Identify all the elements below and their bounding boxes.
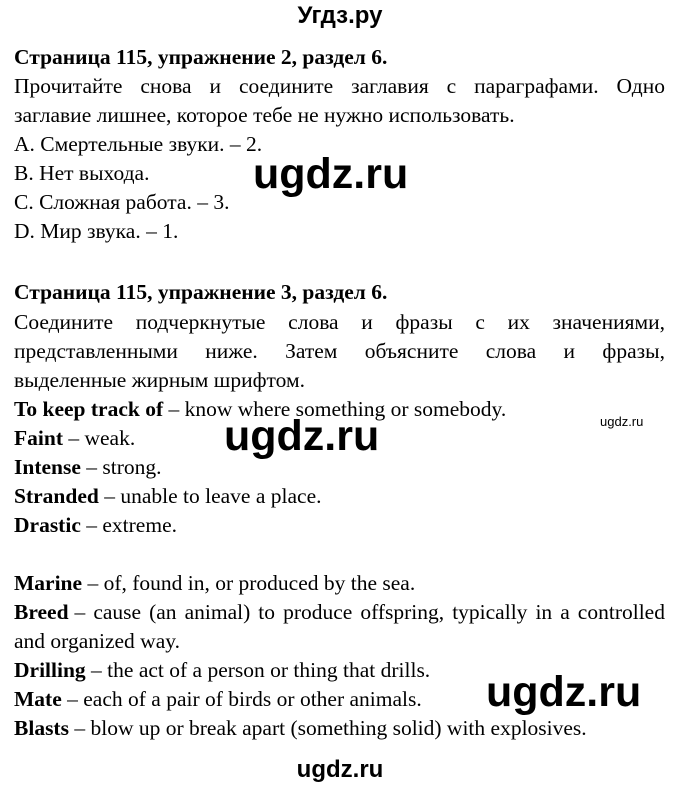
- term-entry: [14, 455, 162, 480]
- term: Marine: [14, 571, 83, 595]
- definition: – of, found in, or produced by the sea.: [82, 571, 416, 595]
- answer-a: A. Смертельные звуки. – 2.: [14, 132, 263, 156]
- instruction-word: объясните: [364, 339, 459, 363]
- instruction-word: значениями,: [552, 310, 665, 334]
- term: Faint: [14, 426, 63, 450]
- term: Blasts: [14, 716, 69, 740]
- section2-instruction-line2: [14, 339, 665, 364]
- instruction-word: Затем: [285, 339, 338, 363]
- instruction-word: параграфами.: [474, 74, 599, 98]
- term-entry: [14, 426, 135, 451]
- term: Stranded: [14, 484, 99, 508]
- instruction-word: слова: [288, 310, 339, 334]
- term-entry: [14, 600, 665, 625]
- definition: – the act of a person or thing that drills.: [85, 658, 431, 682]
- instruction-word: их: [507, 310, 530, 334]
- definition: – extreme.: [80, 513, 177, 537]
- instruction-word: Соедините: [14, 310, 114, 334]
- watermark: ugdz.ru: [253, 150, 409, 198]
- definition-word: typically: [452, 600, 528, 624]
- definition-word: offspring,: [360, 600, 445, 624]
- section1-instruction-line1: [14, 74, 665, 99]
- definition-word: animal): [184, 600, 251, 624]
- definition-word: controlled: [577, 600, 665, 624]
- answer-d: D. Мир звука. – 1.: [14, 219, 179, 243]
- term-entry: [14, 716, 587, 741]
- instruction-word: представленными: [14, 339, 178, 363]
- instruction-word: Одно: [616, 74, 665, 98]
- definition: – each of a pair of birds or other animals.: [61, 687, 422, 711]
- term-entry: [14, 687, 422, 712]
- section2-instruction-line3: выделенные жирным шрифтом.: [14, 368, 305, 392]
- site-header: Угдз.ру: [297, 2, 383, 29]
- definition-word: (an: [149, 600, 177, 624]
- definition-continuation: and organized way.: [14, 629, 180, 653]
- definition: – strong.: [80, 455, 162, 479]
- instruction-word: Прочитайте: [14, 74, 123, 98]
- term: Drilling: [14, 658, 86, 682]
- definition: – weak.: [62, 426, 136, 450]
- definition-word: cause: [93, 600, 142, 624]
- term: To keep track of: [14, 397, 164, 421]
- section2-heading: Страница 115, упражнение 3, раздел 6.: [14, 280, 388, 304]
- answer-b: B. Нет выхода.: [14, 161, 150, 185]
- instruction-word: ниже.: [205, 339, 258, 363]
- instruction-word: подчеркнутые: [135, 310, 266, 334]
- instruction-word: заглавия: [351, 74, 429, 98]
- instruction-word: снова: [140, 74, 192, 98]
- definition-word: produce: [283, 600, 353, 624]
- definition: – unable to leave a place.: [98, 484, 322, 508]
- term-entry: [14, 513, 177, 538]
- section1-heading: Страница 115, упражнение 2, раздел 6.: [14, 45, 388, 69]
- definition-word: a: [560, 600, 570, 624]
- watermark: ugdz.ru: [600, 414, 644, 429]
- term: Mate: [14, 687, 62, 711]
- term-entry: [14, 484, 321, 509]
- term: Intense: [14, 455, 81, 479]
- instruction-word: с: [475, 310, 485, 334]
- instruction-word: и: [563, 339, 576, 363]
- term: Drastic: [14, 513, 81, 537]
- instruction-word: с: [446, 74, 457, 98]
- instruction-word: фразы,: [602, 339, 665, 363]
- term-entry: [14, 571, 415, 596]
- definition: [75, 600, 665, 625]
- definition-word: to: [258, 600, 276, 624]
- instruction-word: фразы: [395, 310, 453, 334]
- section2-instruction-line1: [14, 310, 665, 335]
- definition-word: –: [74, 600, 86, 624]
- definition: – blow up or break apart (something solid) with explosives.: [68, 716, 587, 740]
- instruction-word: соедините: [238, 74, 334, 98]
- term-entry: [14, 658, 430, 683]
- term: Breed: [14, 600, 69, 624]
- section1-instruction-line2: заглавие лишнее, которое тебе не нужно использовать.: [14, 103, 515, 127]
- instruction-word: и: [209, 74, 222, 98]
- watermark: ugdz.ru: [224, 412, 380, 460]
- instruction-word: и: [361, 310, 373, 334]
- definition: – know where something or somebody.: [163, 397, 507, 421]
- watermark: ugdz.ru: [486, 668, 642, 716]
- answer-c: C. Сложная работа. – 3.: [14, 190, 230, 214]
- instruction-word: слова: [485, 339, 537, 363]
- site-footer: ugdz.ru: [296, 756, 384, 783]
- definition-word: in: [535, 600, 553, 624]
